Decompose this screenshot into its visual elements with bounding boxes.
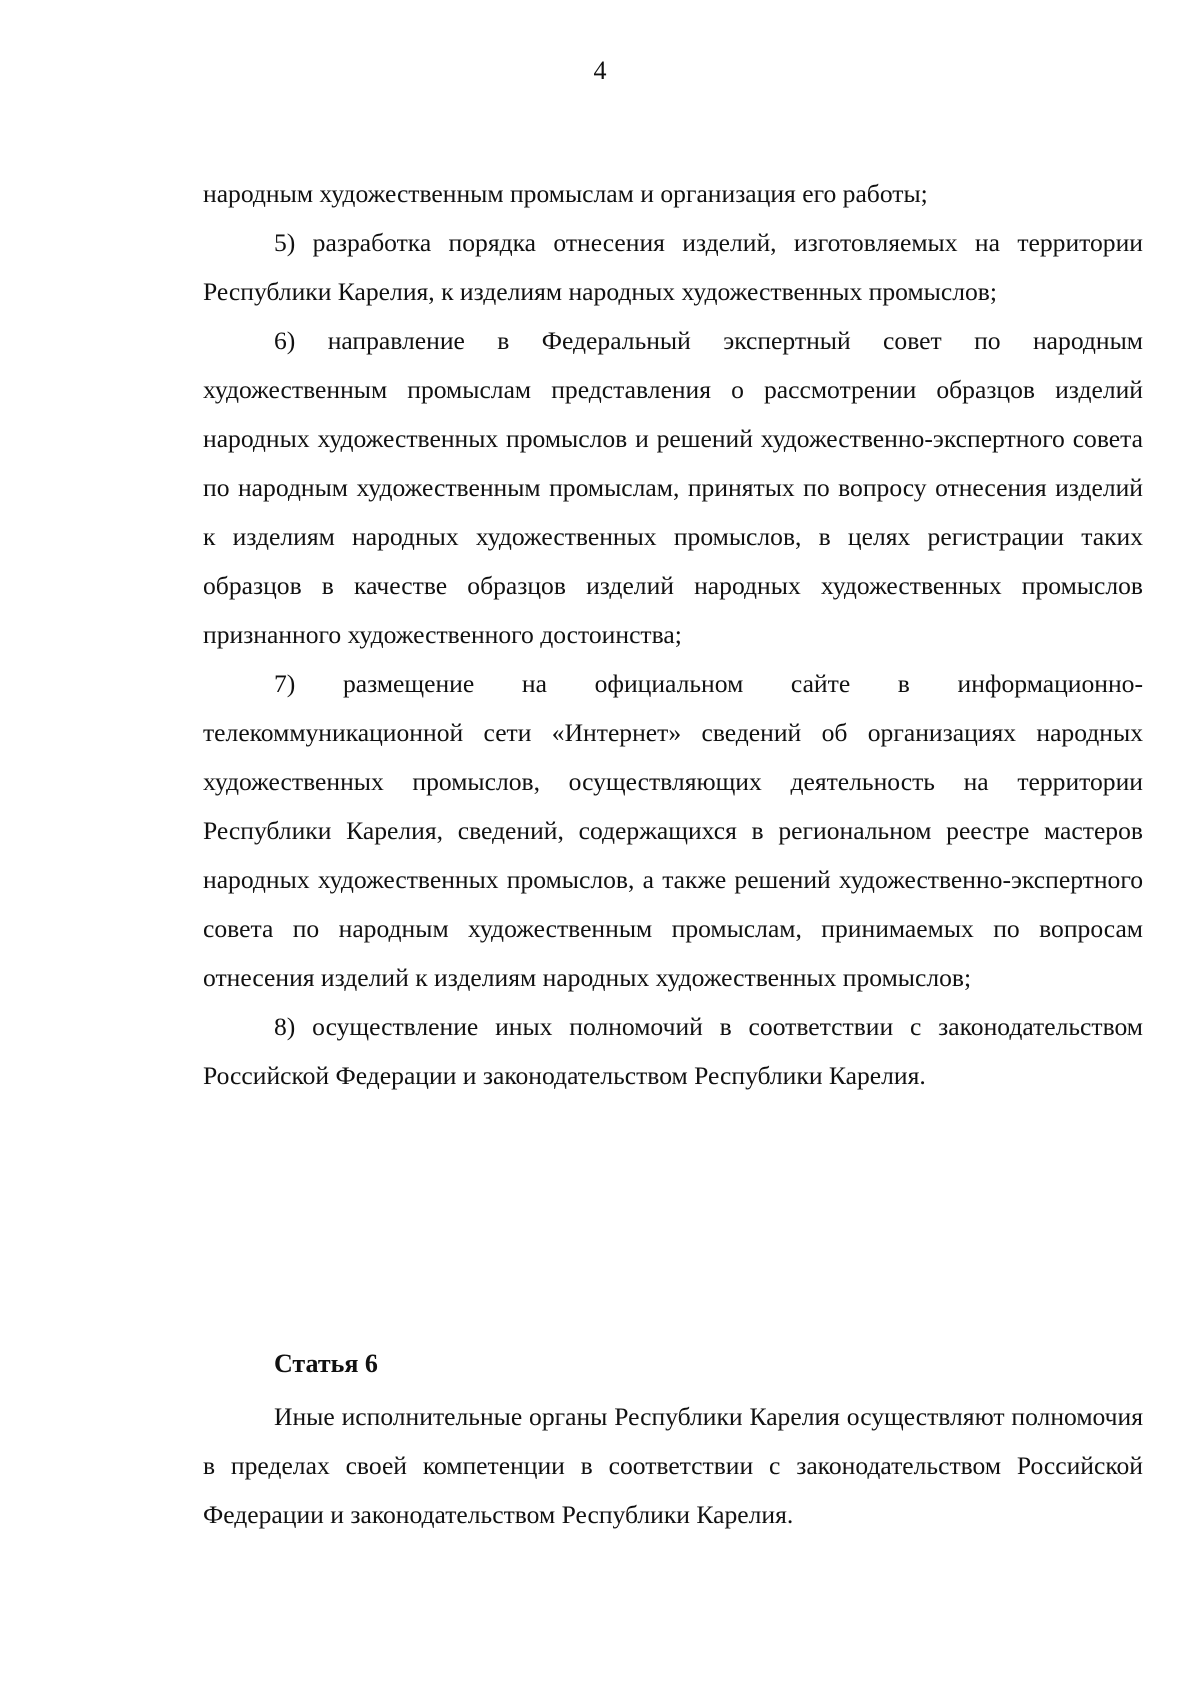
article-6-heading: Статья 6 bbox=[274, 1349, 378, 1378]
article-5-continuation bbox=[203, 169, 1143, 1100]
paragraph-item-8: 8) осуществление иных полномочий в соответствии с законодательством Российской Федерации и законодательством Республики Карелия. bbox=[203, 1012, 1143, 1090]
article-6-paragraph: Иные исполнительные органы Республики Карелия осуществляют полномочия в пределах своей компетенции в соответствии с законодательством Российской Федерации и законодательством Республики Карелия. bbox=[203, 1402, 1143, 1529]
paragraph-4-tail: народным художественным промыслам и организация его работы; bbox=[203, 179, 928, 208]
paragraph-item-7: 7) размещение на официальном сайте в информационно-телекоммуникационной сети «Интернет» сведений об организациях народных художественных промыслов, осуществляющих деятельность на территории Республики Карелия, сведений, содержащихся в региональном реестре мастеров народных художественных промыслов, а также решений художественно-экспертного совета по народным художественным промыслам, принимаемых по вопросам отнесения изделий к изделиям народных художественных промыслов; bbox=[203, 669, 1143, 992]
paragraph-item-5: 5) разработка порядка отнесения изделий, изготовляемых на территории Республики Карелия, к изделиям народных художественных промыслов; bbox=[203, 228, 1143, 306]
page-number: 4 bbox=[593, 56, 607, 85]
article-6-body bbox=[203, 1392, 1143, 1539]
paragraph-item-6: 6) направление в Федеральный экспертный совет по народным художественным промыслам представления о рассмотрении образцов изделий народных художественных промыслов и решений художественно-экспертного совета по народным художественным промыслам, принятых по вопросу отнесения изделий к изделиям народных художественных промыслов, в целях регистрации таких образцов в качестве образцов изделий народных художественных промыслов признанного художественного достоинства; bbox=[203, 326, 1143, 649]
